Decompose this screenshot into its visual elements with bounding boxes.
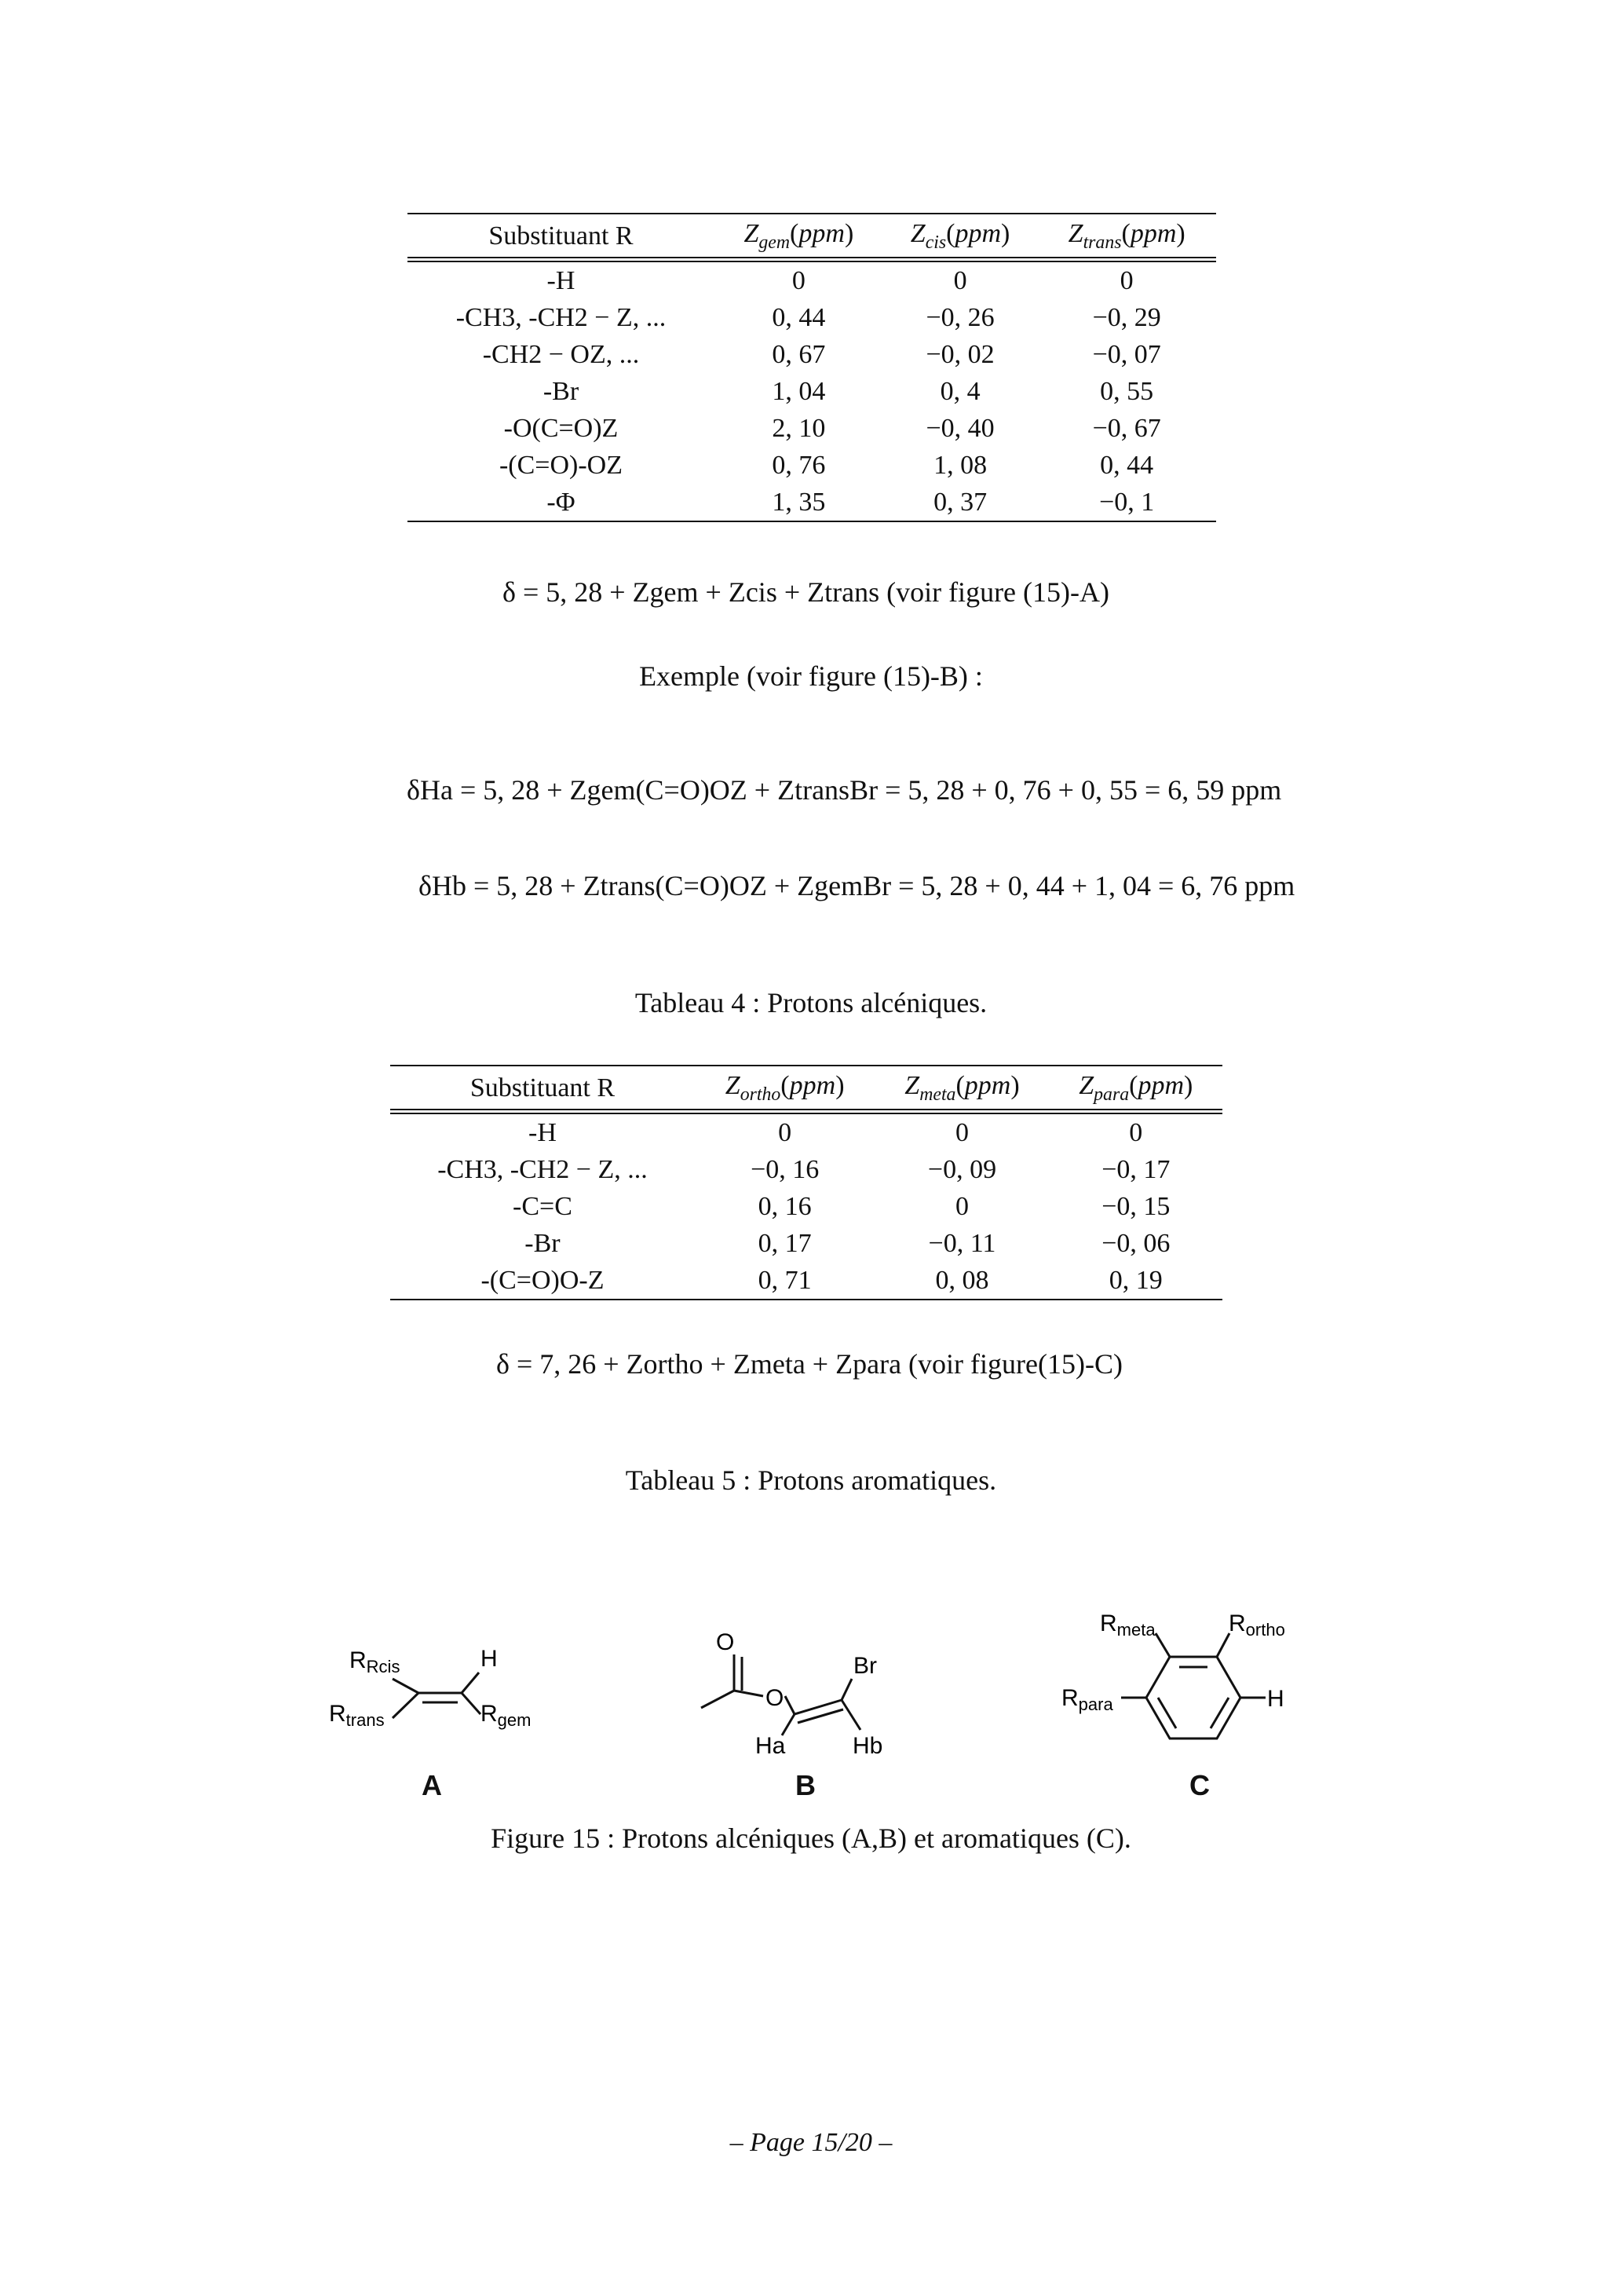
cell-substituant: -(C=O)-OZ xyxy=(499,450,623,480)
table-row xyxy=(390,1225,1222,1262)
label-rtrans-text: trans xyxy=(345,1710,385,1730)
header-zcis: $Z_{cis}(ppm)$ xyxy=(883,214,1038,259)
table-row xyxy=(390,1151,1222,1188)
cell-value: −0, 1 xyxy=(1037,484,1216,521)
bond xyxy=(842,1700,860,1730)
cell-value: −0, 07 xyxy=(1092,339,1161,369)
table-row xyxy=(390,1188,1222,1225)
label-rmeta-text: meta xyxy=(1116,1620,1156,1640)
aromatic-shift-table xyxy=(390,1065,1222,1300)
table-row xyxy=(407,447,1216,484)
bond xyxy=(393,1679,418,1693)
label-rpara-text: para xyxy=(1078,1695,1113,1714)
cell-value: −0, 11 xyxy=(928,1228,996,1258)
label-carbonyl-o: O xyxy=(716,1629,735,1655)
figure-15-caption: Figure 15 : Protons alcéniques (A,B) et aromatiques (C). xyxy=(491,1823,1131,1854)
cell-value: −0, 67 xyxy=(1092,413,1161,443)
header-zmeta: $Z_{meta}(ppm)$ xyxy=(875,1066,1049,1111)
cell-value: −0, 17 xyxy=(1101,1154,1171,1184)
header-zgem: $Z_{gem}(ppm)$ xyxy=(714,214,883,259)
cell-value: 0 xyxy=(778,1117,792,1147)
bond xyxy=(842,1679,852,1700)
formula-text: δ = 5, 28 + Zgem + Zcis + Ztrans (voir figure (15)-A) xyxy=(502,576,1109,608)
cell-substituant: -C=C xyxy=(513,1191,572,1221)
cell-value: −0, 40 xyxy=(926,413,995,443)
cell-value: −0, 06 xyxy=(1101,1228,1171,1258)
label-rcis-text: Rcis xyxy=(366,1657,400,1676)
label-hb: Hb xyxy=(853,1733,883,1759)
cell-substituant: -CH3, -CH2 − Z, ... xyxy=(455,302,667,332)
bond xyxy=(1217,1633,1229,1657)
table5-caption: Tableau 5 : Protons aromatiques. xyxy=(625,1464,997,1496)
cell-value: −0, 16 xyxy=(751,1154,820,1184)
cell-value: 0, 19 xyxy=(1050,1262,1222,1300)
cell-substituant: -(C=O)O-Z xyxy=(390,1262,695,1300)
cell-value: 0 xyxy=(1120,265,1134,295)
label-rcis: $R_{Rcis}$ xyxy=(349,1647,400,1676)
cell-substituant: -Φ xyxy=(407,484,714,521)
page-footer: – Page 15/20 – xyxy=(729,2128,893,2157)
cell-substituant: -H xyxy=(546,265,575,295)
alkene-shift-table xyxy=(407,213,1216,522)
table-row xyxy=(407,410,1216,447)
aromatic-formula: δ = 7, 26 + Zortho + Zmeta + Zpara (voir figure(15)-C) xyxy=(496,1348,1123,1380)
cell-value: 1, 08 xyxy=(933,450,988,480)
cell-value: 0, 67 xyxy=(772,339,826,369)
bond xyxy=(462,1673,479,1693)
table-row xyxy=(407,484,1216,521)
bond xyxy=(1156,1633,1170,1657)
label-h-aromatic: H xyxy=(1267,1686,1284,1712)
bond xyxy=(701,1691,734,1708)
bond xyxy=(782,1714,795,1735)
table-row xyxy=(407,299,1216,336)
cell-value: 0, 71 xyxy=(695,1262,875,1300)
alkene-formula xyxy=(502,576,1109,609)
benzene-ring xyxy=(1146,1657,1240,1738)
label-rpara: $R_{para}$ xyxy=(1061,1685,1113,1714)
cell-substituant: -H xyxy=(528,1117,557,1147)
label-rortho: $R_{ortho}$ xyxy=(1229,1610,1285,1640)
cell-value: 2, 10 xyxy=(772,413,826,443)
table-row xyxy=(407,336,1216,373)
label-br: Br xyxy=(853,1653,877,1679)
cell-value: 0, 17 xyxy=(758,1228,812,1258)
label-rgem: $R_{gem}$ xyxy=(480,1701,532,1730)
cell-value: 1, 35 xyxy=(714,484,883,521)
cell-value: −0, 02 xyxy=(926,339,995,369)
header-substituant: Substituant R xyxy=(407,214,714,259)
cell-value: −0, 15 xyxy=(1101,1191,1171,1221)
cell-value: 1, 04 xyxy=(772,376,826,406)
header-zpara: $Z_{para}(ppm)$ xyxy=(1050,1066,1222,1111)
table-row xyxy=(390,1111,1222,1151)
cell-substituant: -O(C=O)Z xyxy=(503,413,619,443)
bond xyxy=(734,1691,763,1696)
cell-value: 0, 44 xyxy=(772,302,826,332)
cell-substituant: -Br xyxy=(542,376,579,406)
label-rortho-text: ortho xyxy=(1245,1620,1285,1640)
bond xyxy=(462,1693,480,1714)
cell-substituant: -CH2 − OZ, ... xyxy=(482,339,640,369)
cell-value: 0, 37 xyxy=(883,484,1038,521)
cell-value: 0, 16 xyxy=(758,1191,812,1221)
cell-value: 0 xyxy=(953,265,967,295)
label-ester-o: O xyxy=(765,1685,784,1711)
label-rmeta: $R_{meta}$ xyxy=(1100,1610,1156,1640)
cell-value: 0 xyxy=(955,1117,969,1147)
cell-substituant: -CH3, -CH2 − Z, ... xyxy=(437,1154,648,1184)
cell-value: −0, 29 xyxy=(1092,302,1161,332)
table4-caption: Tableau 4 : Protons alcéniques. xyxy=(634,987,988,1018)
cell-value: −0, 26 xyxy=(926,302,995,332)
label-ha: Ha xyxy=(755,1733,786,1759)
cell-value: −0, 09 xyxy=(927,1154,997,1184)
table-row xyxy=(407,259,1216,299)
cell-value: 0 xyxy=(955,1191,969,1221)
cell-value: 0 xyxy=(1129,1117,1143,1147)
table-row xyxy=(407,373,1216,410)
header-substituant: Substituant R xyxy=(390,1066,695,1111)
header-ztrans: $Z_{trans}(ppm)$ xyxy=(1037,214,1216,259)
figure-letter-b: B xyxy=(795,1769,816,1801)
cell-value: 0, 08 xyxy=(875,1262,1049,1300)
cell-value: 0, 76 xyxy=(772,450,826,480)
cell-value: 0, 4 xyxy=(940,376,981,406)
delta-ha-equation: δHa = 5, 28 + Zgem(C=O)OZ + ZtransBr = 5, 28 + 0, 76 + 0, 55 = 6, 59 ppm xyxy=(407,774,1282,806)
cell-substituant: -Br xyxy=(524,1228,561,1258)
cell-value: 0 xyxy=(791,265,806,295)
delta-hb-equation: δHb = 5, 28 + Ztrans(C=O)OZ + ZgemBr = 5, 28 + 0, 44 + 1, 04 = 6, 76 ppm xyxy=(418,870,1295,901)
label-rgem-text: gem xyxy=(497,1710,532,1730)
label-rtrans: $R_{trans}$ xyxy=(329,1701,385,1730)
example-label: Exemple (voir figure (15)-B) : xyxy=(639,660,983,692)
bond xyxy=(393,1693,418,1718)
figure-15-structures xyxy=(0,1586,1622,1790)
bond xyxy=(785,1696,795,1714)
figure-letter-c: C xyxy=(1189,1769,1210,1801)
table-row xyxy=(390,1262,1222,1300)
label-h: H xyxy=(480,1646,498,1672)
cell-value: 0, 44 xyxy=(1100,450,1154,480)
header-zortho: $Z_{ortho}(ppm)$ xyxy=(695,1066,875,1111)
cell-value: 0, 55 xyxy=(1100,376,1154,406)
figure-letter-a: A xyxy=(422,1769,442,1801)
